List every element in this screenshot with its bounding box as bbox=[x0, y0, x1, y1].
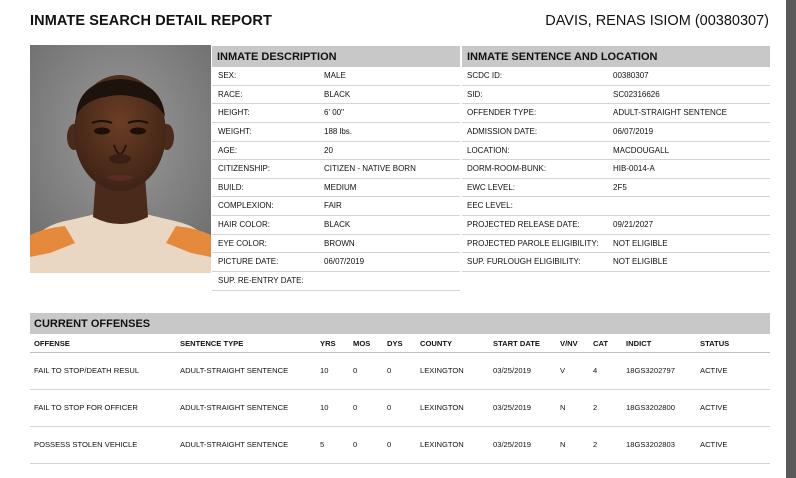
description-label: BUILD: bbox=[218, 182, 244, 192]
description-value: CITIZEN - NATIVE BORN bbox=[324, 164, 416, 174]
offense-cell-sentence-type: ADULT-STRAIGHT SENTENCE bbox=[180, 366, 289, 375]
description-label: SUP. RE-ENTRY DATE: bbox=[218, 276, 304, 286]
offense-cell-mos: 0 bbox=[353, 403, 358, 412]
description-row bbox=[212, 123, 460, 142]
description-row bbox=[212, 160, 460, 179]
description-value: BROWN bbox=[324, 238, 355, 248]
sentence-value: NOT ELIGIBLE bbox=[613, 257, 668, 267]
column-header-vnv: V/NV bbox=[560, 339, 578, 348]
report-title: INMATE SEARCH DETAIL REPORT bbox=[30, 13, 272, 29]
sentence-row bbox=[462, 104, 770, 123]
sentence-row bbox=[462, 179, 770, 198]
description-label: RACE: bbox=[218, 89, 243, 99]
offense-cell-cat: 4 bbox=[593, 366, 598, 375]
offense-row bbox=[30, 427, 770, 464]
offense-cell-status: ACTIVE bbox=[700, 366, 728, 375]
description-label: HAIR COLOR: bbox=[218, 220, 271, 230]
description-label: CITIZENSHIP: bbox=[218, 164, 271, 174]
description-label: PICTURE DATE: bbox=[218, 257, 279, 267]
description-row bbox=[212, 235, 460, 254]
sentence-row bbox=[462, 160, 770, 179]
description-row bbox=[212, 197, 460, 216]
description-label: SEX: bbox=[218, 71, 237, 80]
offense-cell-dys: 0 bbox=[387, 440, 392, 449]
sentence-value: MACDOUGALL bbox=[613, 145, 670, 155]
sentence-row bbox=[462, 86, 770, 105]
sentence-value: 00380307 bbox=[613, 71, 649, 80]
offense-cell-county: LEXINGTON bbox=[420, 366, 464, 375]
offense-cell-status: ACTIVE bbox=[700, 440, 728, 449]
sentence-value: 09/21/2027 bbox=[613, 220, 654, 230]
description-label: EYE COLOR: bbox=[218, 238, 267, 248]
sentence-value: SC02316626 bbox=[613, 89, 660, 99]
column-header-yrs: YRS bbox=[320, 339, 336, 348]
inmate-photo-image bbox=[30, 45, 211, 273]
sentence-value: NOT ELIGIBLE bbox=[613, 238, 668, 248]
current-offenses-table bbox=[30, 313, 770, 464]
column-header-status: STATUS bbox=[700, 339, 730, 348]
sentence-label: EEC LEVEL: bbox=[467, 201, 513, 211]
description-label: AGE: bbox=[218, 145, 238, 155]
description-row bbox=[212, 253, 460, 272]
description-value: 06/07/2019 bbox=[324, 257, 365, 267]
offense-cell-vnv: N bbox=[560, 403, 566, 412]
inmate-photo bbox=[30, 45, 211, 273]
sentence-label: DORM-ROOM-BUNK: bbox=[467, 164, 547, 174]
offense-cell-dys: 0 bbox=[387, 366, 392, 375]
inmate-name: DAVIS, RENAS ISIOM (00380307) bbox=[545, 13, 769, 29]
column-header-indict: INDICT bbox=[626, 339, 652, 348]
offense-cell-vnv: V bbox=[560, 366, 566, 375]
sentence-value: HIB-0014-A bbox=[613, 164, 655, 174]
offense-cell-offense: FAIL TO STOP FOR OFFICER bbox=[34, 403, 138, 412]
offense-cell-indict: 18GS3202800 bbox=[626, 403, 675, 412]
offense-cell-indict: 18GS3202803 bbox=[626, 440, 675, 449]
description-value: FAIR bbox=[324, 201, 342, 211]
sentence-row bbox=[462, 123, 770, 142]
offense-column-headers bbox=[30, 334, 770, 353]
offense-cell-yrs: 5 bbox=[320, 440, 325, 449]
offense-cell-yrs: 10 bbox=[320, 366, 329, 375]
description-label: WEIGHT: bbox=[218, 126, 252, 136]
sentence-label: ADMISSION DATE: bbox=[467, 126, 538, 136]
description-row bbox=[212, 272, 460, 291]
sentence-label: SUP. FURLOUGH ELIGIBILITY: bbox=[467, 257, 581, 267]
sentence-label: PROJECTED PAROLE ELIGIBILITY: bbox=[467, 238, 599, 248]
sentence-row bbox=[462, 253, 770, 272]
inmate-sentence-panel bbox=[462, 46, 770, 272]
description-row bbox=[212, 142, 460, 161]
sentence-row bbox=[462, 216, 770, 235]
offense-cell-status: ACTIVE bbox=[700, 403, 728, 412]
sentence-row bbox=[462, 235, 770, 254]
description-label: HEIGHT: bbox=[218, 108, 250, 118]
sentence-row bbox=[462, 197, 770, 216]
inmate-sentence-heading: INMATE SENTENCE AND LOCATION bbox=[462, 46, 770, 67]
description-value: BLACK bbox=[324, 89, 351, 99]
column-header-dys: DYS bbox=[387, 339, 403, 348]
description-value: 188 lbs. bbox=[324, 126, 353, 136]
sentence-value: 06/07/2019 bbox=[613, 126, 654, 136]
offense-cell-start-date: 03/25/2019 bbox=[493, 403, 532, 412]
column-header-start-date: START DATE bbox=[493, 339, 540, 348]
offense-cell-indict: 18GS3202797 bbox=[626, 366, 675, 375]
offense-cell-sentence-type: ADULT-STRAIGHT SENTENCE bbox=[180, 403, 289, 412]
description-value: MEDIUM bbox=[324, 182, 357, 192]
offense-cell-cat: 2 bbox=[593, 403, 598, 412]
offense-cell-offense: POSSESS STOLEN VEHICLE bbox=[34, 440, 138, 449]
inmate-description-heading: INMATE DESCRIPTION bbox=[212, 46, 460, 67]
sentence-label: SID: bbox=[467, 89, 483, 99]
column-header-offense: OFFENSE bbox=[34, 339, 70, 348]
offense-cell-yrs: 10 bbox=[320, 403, 329, 412]
sentence-value: 2F5 bbox=[613, 182, 627, 192]
column-header-mos: MOS bbox=[353, 339, 371, 348]
sentence-value: ADULT-STRAIGHT SENTENCE bbox=[613, 108, 727, 118]
column-header-cat: CAT bbox=[593, 339, 609, 348]
offense-cell-offense: FAIL TO STOP/DEATH RESUL bbox=[34, 366, 140, 375]
description-value: MALE bbox=[324, 71, 346, 80]
sentence-label: PROJECTED RELEASE DATE: bbox=[467, 220, 580, 230]
sentence-row bbox=[462, 142, 770, 161]
sentence-label: SCDC ID: bbox=[467, 71, 503, 80]
offense-cell-dys: 0 bbox=[387, 403, 392, 412]
offense-cell-mos: 0 bbox=[353, 366, 358, 375]
sentence-label: EWC LEVEL: bbox=[467, 182, 516, 192]
offense-cell-county: LEXINGTON bbox=[420, 403, 464, 412]
offense-cell-sentence-type: ADULT-STRAIGHT SENTENCE bbox=[180, 440, 289, 449]
offense-cell-start-date: 03/25/2019 bbox=[493, 366, 532, 375]
offense-row bbox=[30, 353, 770, 390]
description-value: BLACK bbox=[324, 220, 351, 230]
description-row bbox=[212, 86, 460, 105]
offense-cell-start-date: 03/25/2019 bbox=[493, 440, 532, 449]
window-edge bbox=[786, 0, 796, 478]
current-offenses-heading: CURRENT OFFENSES bbox=[30, 313, 770, 334]
column-header-county: COUNTY bbox=[420, 339, 453, 348]
offense-cell-county: LEXINGTON bbox=[420, 440, 464, 449]
description-row bbox=[212, 216, 460, 235]
description-value: 6' 00" bbox=[324, 108, 344, 118]
description-row bbox=[212, 104, 460, 123]
offense-cell-cat: 2 bbox=[593, 440, 598, 449]
sentence-label: OFFENDER TYPE: bbox=[467, 108, 537, 118]
offense-cell-vnv: N bbox=[560, 440, 566, 449]
sentence-row bbox=[462, 67, 770, 86]
sentence-label: LOCATION: bbox=[467, 145, 510, 155]
description-row bbox=[212, 67, 460, 86]
inmate-description-panel bbox=[212, 46, 460, 291]
description-label: COMPLEXION: bbox=[218, 201, 274, 211]
description-row bbox=[212, 179, 460, 198]
description-value: 20 bbox=[324, 145, 333, 155]
column-header-sentence-type: SENTENCE TYPE bbox=[180, 339, 244, 348]
offense-cell-mos: 0 bbox=[353, 440, 358, 449]
offense-row bbox=[30, 390, 770, 427]
